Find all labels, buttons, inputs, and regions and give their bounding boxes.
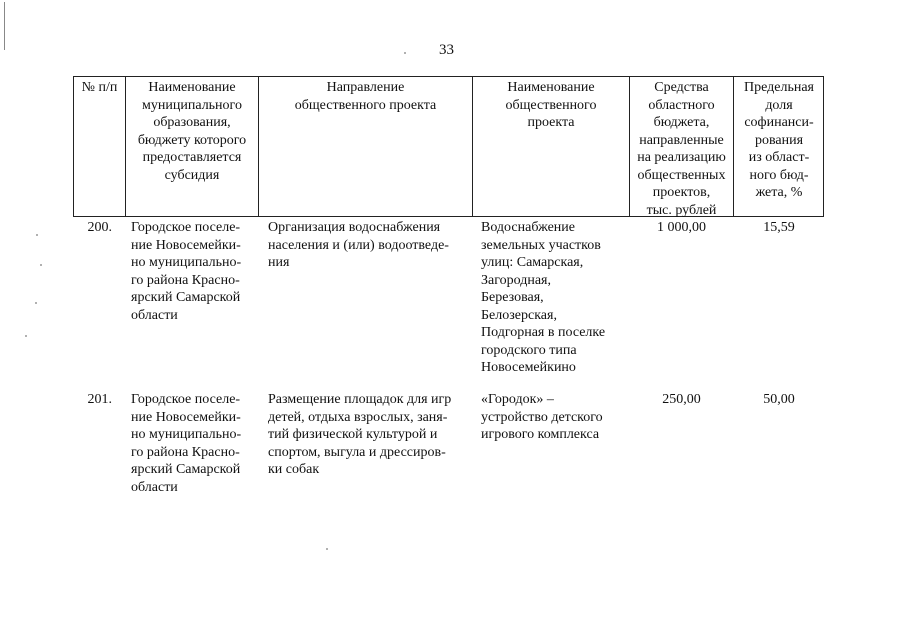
row-201-municipality: Городское поселе- ние Новосемейки- но муниципально- го района Красно- ярский Самарской области <box>131 392 242 495</box>
header-share: Предельная доля софинанси- рования из област- ного бюд- жета, % <box>744 80 814 200</box>
scan-speck <box>25 335 27 337</box>
header-direction: Направление общественного проекта <box>294 80 437 113</box>
row-200-project: Водоснабжение земельных участков улиц: Самарская, Загородная, Березовая, Белозерская, Подгорная в поселке городского типа Новосемейкино <box>481 220 606 375</box>
header-number: № п/п <box>81 80 118 95</box>
row-200-direction: Организация водоснабжения населения и (или) водоотведе- ния <box>268 220 449 270</box>
scan-speck <box>326 548 328 550</box>
row-201-direction: Размещение площадок для игр детей, отдыха взрослых, заня- тий физической культурой и спортом, выгула и дрессиров- ки собак <box>268 392 452 477</box>
row-201-project: «Городок» – устройство детского игрового комплекса <box>481 392 603 442</box>
header-funds: Средства областного бюджета, направленные на реализацию общественных проектов, тыс. рублей <box>637 80 726 218</box>
scan-speck <box>36 234 38 236</box>
row-200-municipality: Городское поселе- ние Новосемейки- но муниципально- го района Красно- ярский Самарской области <box>131 220 242 323</box>
row-200-share: 15,59 <box>763 220 795 235</box>
row-201-share: 50,00 <box>763 392 795 407</box>
row-200-funds: 1 000,00 <box>657 220 706 235</box>
row-200-number: 200. <box>87 220 112 235</box>
header-municipality: Наименование муниципального образования, бюджету которого предоставляется субсидия <box>137 80 247 183</box>
row-201-funds: 250,00 <box>662 392 701 407</box>
row-201-number: 201. <box>87 392 112 407</box>
scan-speck <box>40 264 42 266</box>
page-number: 33 <box>439 42 454 58</box>
scan-speck <box>35 302 37 304</box>
header-project-name: Наименование общественного проекта <box>505 80 597 130</box>
